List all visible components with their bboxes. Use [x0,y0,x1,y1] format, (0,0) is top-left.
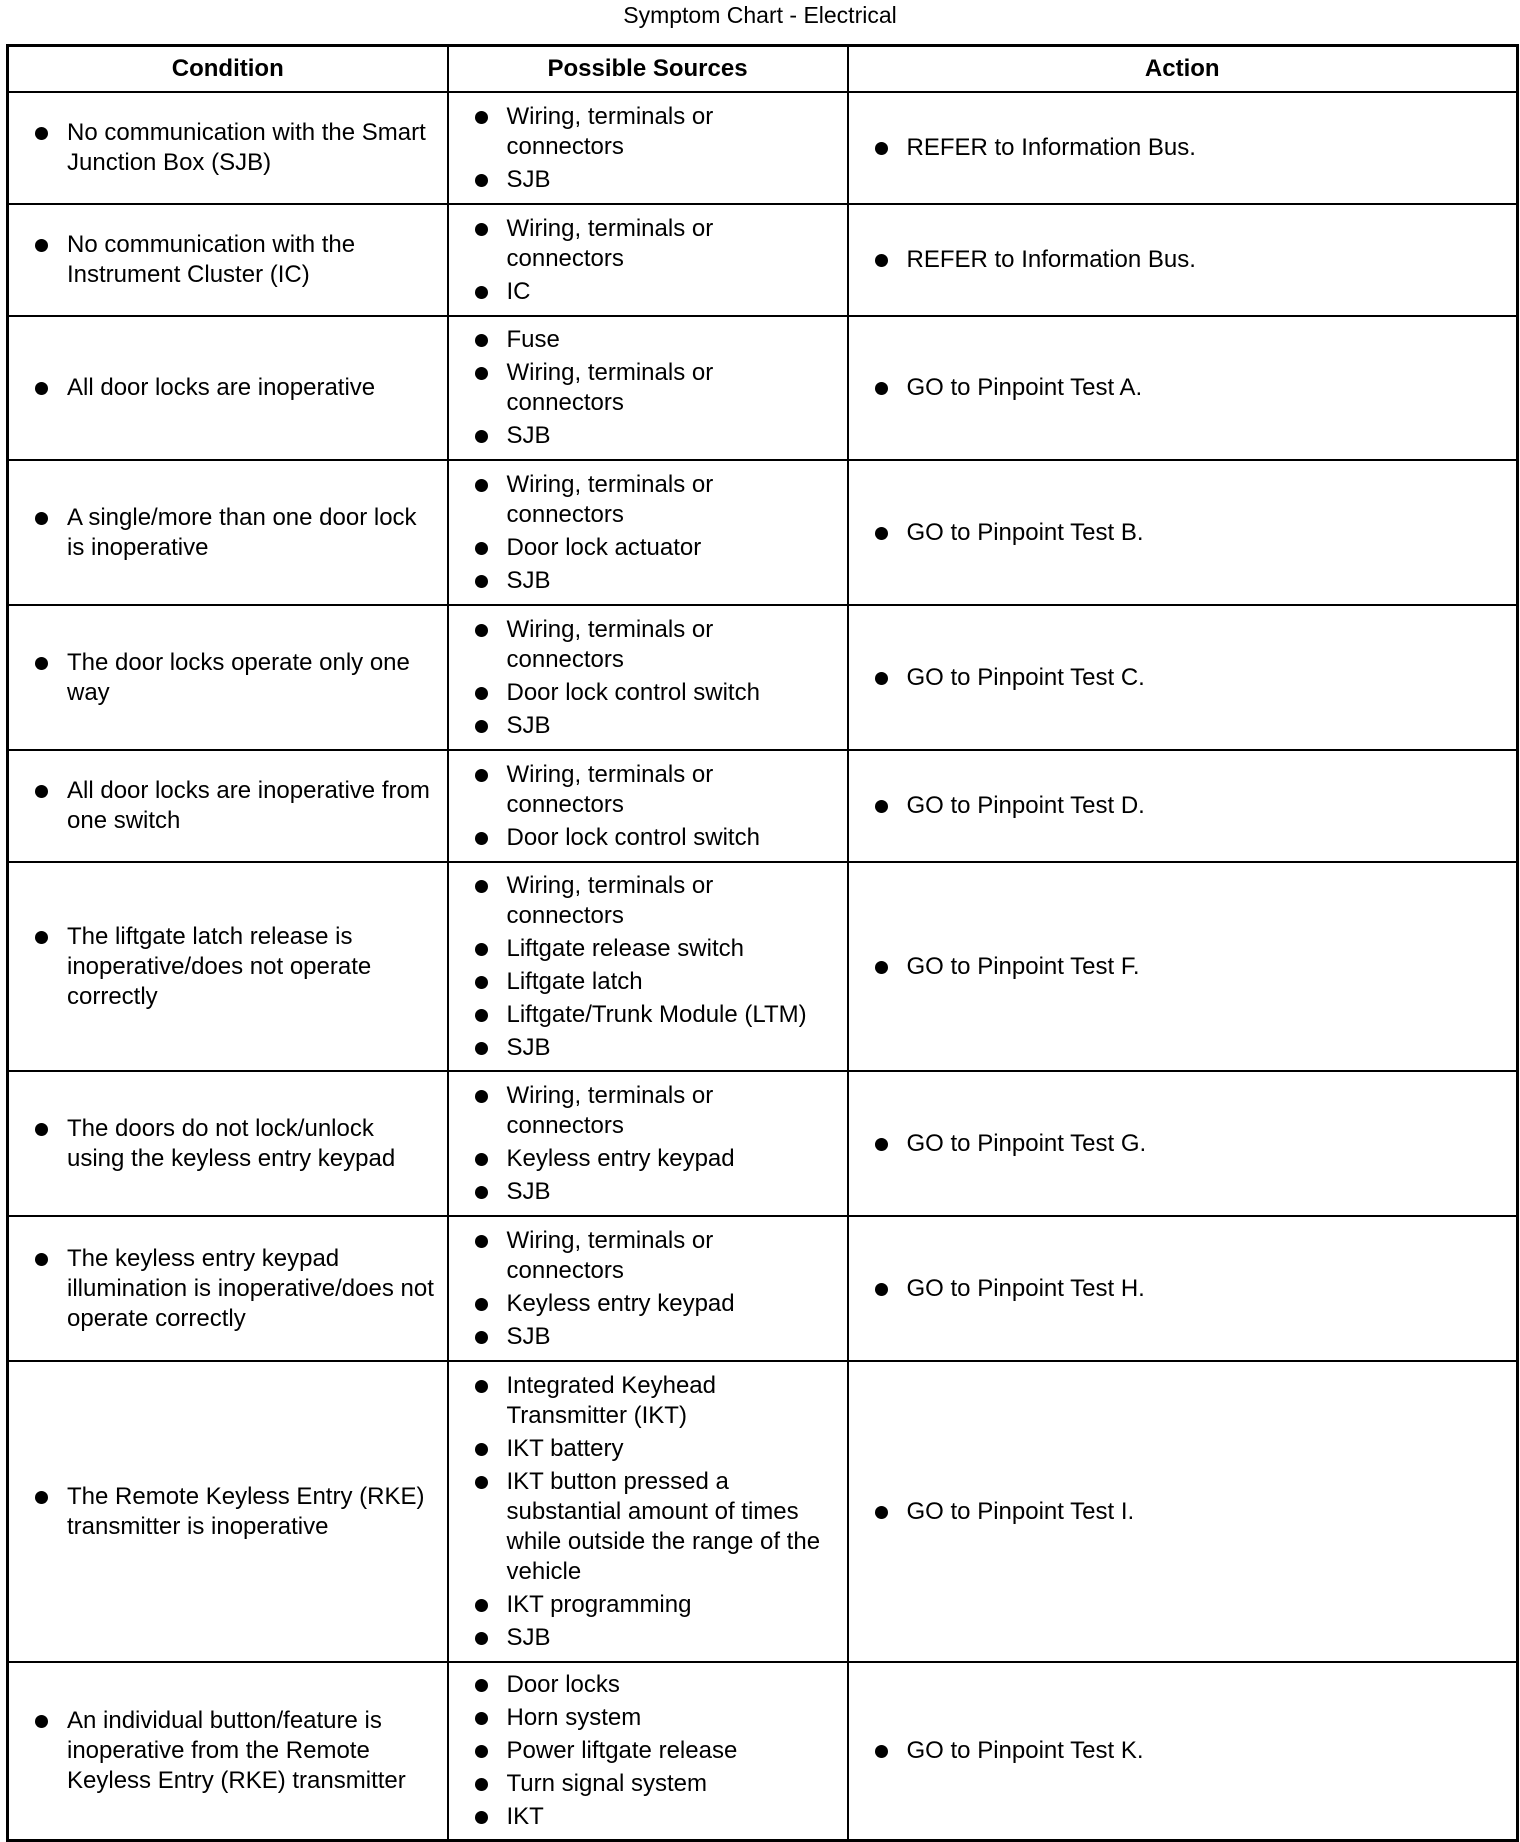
sources-cell [448,862,848,1071]
sources-cell [448,1662,848,1840]
source-item: Wiring, terminals or connectors [506,102,714,160]
action-text: REFER to Information Bus. [906,134,1196,161]
bullet-icon [875,527,888,540]
bullet-icon [875,1745,888,1758]
source-item: Wiring, terminals or connectors [506,615,714,673]
bullet-icon [475,1632,488,1645]
condition-text: The door locks operate only one way [67,648,410,706]
bullet-icon [475,1599,488,1612]
source-item: Door lock actuator [506,533,702,561]
condition-text: The Remote Keyless Entry (RKE) transmitter is inoperative [67,1482,425,1540]
action-cell [848,316,1518,460]
condition-text: The liftgate latch release is inoperative/does not operate correctly [67,922,372,1010]
bullet-icon [475,687,488,700]
bullet-icon [875,1283,888,1296]
chart-caption: Symptom Chart - Electrical [623,2,897,28]
bullet-icon [875,1138,888,1151]
source-item: Power liftgate release [506,1736,738,1764]
bullet-icon [35,1253,48,1266]
action-cell [848,92,1518,204]
condition-text: The keyless entry keypad illumination is inoperative/does not operate correctly [67,1244,434,1332]
bullet-icon [875,382,888,395]
action-text: GO to Pinpoint Test K. [906,1736,1144,1764]
table-row [8,605,1518,750]
bullet-icon [475,1042,488,1055]
table-row [8,1216,1518,1361]
bullet-icon [475,1811,488,1824]
bullet-icon [475,479,488,492]
action-cell [848,1662,1518,1840]
condition-text: All door locks are inoperative [67,374,376,401]
table-row [8,1071,1518,1216]
condition-cell [8,862,448,1071]
source-item: Keyless entry keypad [506,1144,735,1172]
action-cell [848,1361,1518,1662]
action-text: GO to Pinpoint Test C. [906,663,1145,691]
bullet-icon [475,832,488,845]
action-text: GO to Pinpoint Test I. [906,1497,1135,1525]
action-cell [848,605,1518,750]
source-item: SJB [506,1177,551,1205]
source-item: SJB [506,1322,551,1350]
table-row [8,316,1518,460]
bullet-icon [475,367,488,380]
source-item: Horn system [506,1703,642,1731]
bullet-icon [475,624,488,637]
bullet-icon [475,1778,488,1791]
bullet-icon [35,1715,48,1728]
bullet-icon [475,1745,488,1758]
bullet-icon [475,1679,488,1692]
source-item: Wiring, terminals or connectors [506,1081,714,1139]
source-item: Wiring, terminals or connectors [506,214,714,272]
sources-cell [448,460,848,605]
bullet-icon [35,1491,48,1504]
condition-cell [8,460,448,605]
condition-text: No communication with the Smart Junction Box (SJB) [67,119,426,176]
bullet-icon [475,542,488,555]
sources-cell [448,605,848,750]
bullet-icon [475,769,488,782]
table-row [8,750,1518,862]
bullet-icon [475,1443,488,1456]
bullet-icon [475,1153,488,1166]
source-item: IKT programming [506,1590,692,1618]
condition-cell [8,1662,448,1840]
action-text: GO to Pinpoint Test D. [906,792,1145,819]
bullet-icon [35,931,48,944]
bullet-icon [475,111,488,124]
action-text: REFER to Information Bus. [906,246,1196,273]
table-row [8,862,1518,1071]
bullet-icon [475,1331,488,1344]
sources-cell [448,92,848,204]
header-action: Action [848,46,1518,93]
source-item: Wiring, terminals or connectors [506,359,714,416]
bullet-icon [475,1712,488,1725]
source-item: SJB [506,1033,551,1061]
bullet-icon [35,127,48,140]
condition-text: All door locks are inoperative from one switch [67,777,430,834]
bullet-icon [475,1009,488,1022]
bullet-icon [475,1090,488,1103]
bullet-icon [875,800,888,813]
condition-text: An individual button/feature is inoperative from the Remote Keyless Entry (RKE) transmitter [67,1706,406,1794]
bullet-icon [875,961,888,974]
source-item: Wiring, terminals or connectors [506,760,714,818]
source-item: Wiring, terminals or connectors [506,871,714,929]
source-item: Turn signal system [506,1769,708,1797]
condition-cell [8,316,448,460]
source-item: Door lock control switch [506,678,760,706]
bullet-icon [35,1123,48,1136]
sources-cell [448,750,848,862]
condition-cell [8,1071,448,1216]
action-cell [848,1071,1518,1216]
bullet-icon [875,1506,888,1519]
source-item: Wiring, terminals or connectors [506,470,714,528]
condition-cell [8,750,448,862]
sources-cell [448,1071,848,1216]
action-cell [848,204,1518,316]
source-item: Door locks [506,1670,620,1698]
action-text: GO to Pinpoint Test A. [906,374,1143,401]
condition-cell [8,204,448,316]
source-item: SJB [506,422,551,449]
source-item: IKT battery [506,1434,624,1462]
sources-cell [448,316,848,460]
table-row [8,204,1518,316]
condition-cell [8,605,448,750]
bullet-icon [475,223,488,236]
bullet-icon [35,382,48,395]
condition-cell [8,1216,448,1361]
action-text: GO to Pinpoint Test H. [906,1274,1145,1302]
bullet-icon [875,142,888,155]
source-item: Liftgate/Trunk Module (LTM) [506,1000,807,1028]
header-row [8,46,1518,93]
bullet-icon [35,785,48,798]
bullet-icon [475,286,488,299]
source-item: Integrated Keyhead Transmitter (IKT) [506,1371,716,1429]
bullet-icon [35,512,48,525]
source-item: Liftgate latch [506,967,643,995]
condition-cell [8,92,448,204]
table-row [8,1361,1518,1662]
table-row [8,1662,1518,1840]
bullet-icon [875,254,888,267]
header-possible-sources: Possible Sources [448,46,848,93]
symptom-chart-table [6,44,1519,1842]
header-condition: Condition [8,46,448,93]
action-cell [848,862,1518,1071]
bullet-icon [475,720,488,733]
bullet-icon [475,1298,488,1311]
source-item: Door lock control switch [506,823,760,851]
bullet-icon [475,334,488,347]
source-item: IC [506,277,531,305]
action-cell [848,1216,1518,1361]
action-cell [848,460,1518,605]
condition-text: No communication with the Instrument Cluster (IC) [67,231,356,288]
bullet-icon [475,976,488,989]
bullet-icon [475,575,488,588]
condition-cell [8,1361,448,1662]
bullet-icon [475,1380,488,1393]
bullet-icon [875,672,888,685]
source-item: SJB [506,711,551,739]
source-item: Fuse [506,326,560,353]
sources-cell [448,1361,848,1662]
source-item: Keyless entry keypad [506,1289,735,1317]
bullet-icon [35,239,48,252]
sources-cell [448,1216,848,1361]
source-item: SJB [506,1623,551,1651]
source-item: SJB [506,165,551,193]
condition-text: A single/more than one door lock is inoperative [67,503,417,561]
source-item: IKT button pressed a substantial amount of times while outside the range of the vehicle [506,1467,821,1585]
bullet-icon [475,1186,488,1199]
source-item: SJB [506,566,551,594]
action-text: GO to Pinpoint Test B. [906,518,1144,546]
action-cell [848,750,1518,862]
table-row [8,460,1518,605]
sources-cell [448,204,848,316]
bullet-icon [35,657,48,670]
action-text: GO to Pinpoint Test F. [906,952,1140,980]
bullet-icon [475,943,488,956]
bullet-icon [475,430,488,443]
condition-text: The doors do not lock/unlock using the keyless entry keypad [67,1114,396,1172]
bullet-icon [475,174,488,187]
bullet-icon [475,1476,488,1489]
action-text: GO to Pinpoint Test G. [906,1129,1147,1157]
bullet-icon [475,880,488,893]
table-row [8,92,1518,204]
source-item: Wiring, terminals or connectors [506,1226,714,1284]
source-item: Liftgate release switch [506,934,744,962]
source-item: IKT [506,1802,544,1830]
bullet-icon [475,1235,488,1248]
